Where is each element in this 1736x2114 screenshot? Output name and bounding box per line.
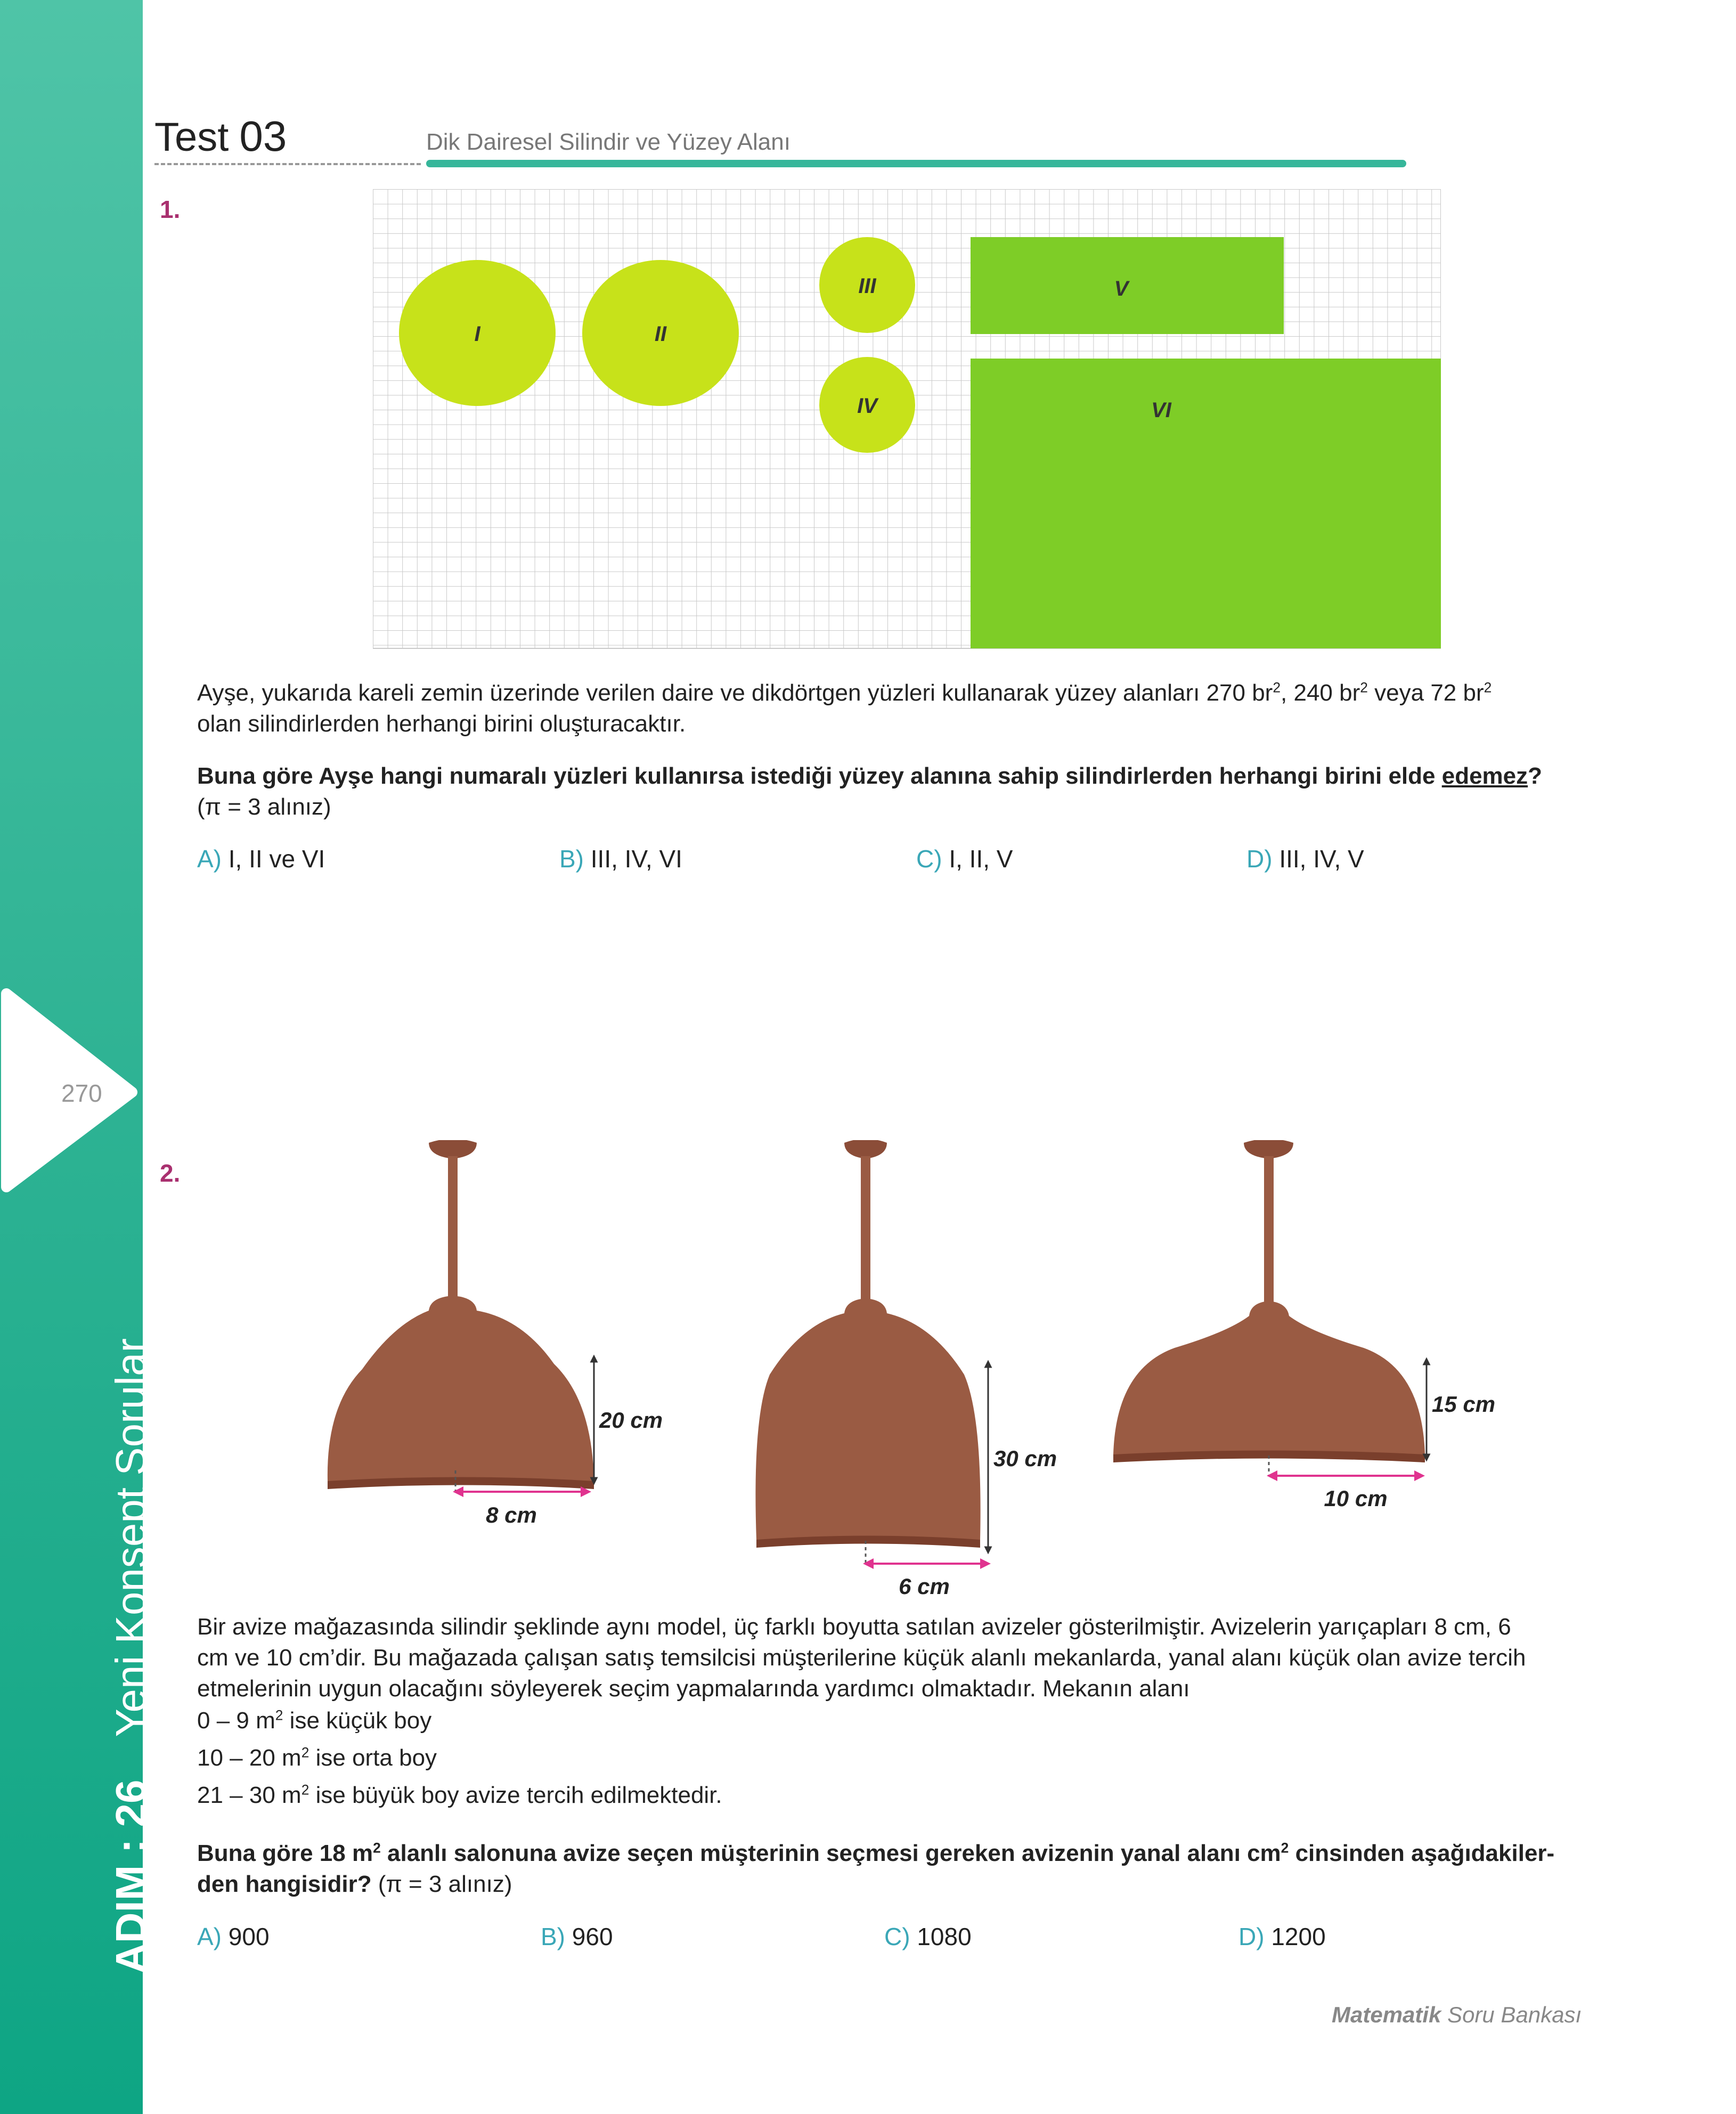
test-number: 03 <box>239 112 287 160</box>
q2-text: Bir avize mağazasında silindir şeklinde aynı model, üç farklı boyutta satılan avizeler gösterilmiştir. Avizelerin yarıçapları 8 cm, 6 cm ve 10 cm’dir. Bu mağazada çalışan satış temsilcisi müşterilerine küçük alanlı mekanlarda, yanal alanı küçük olan avize tercih etmelerinin uygun olacağını söyleyerek seçim yapmalarında yardımcı olmaktadır. Mekanın alanı 0 – 9 $m^2$ ise küçük boy 10 – 20 $m^2$ ise orta boy 21 – 30 $m^2$ ise büyük boy avize tercih edilmektedir. <box>197 1612 1603 1811</box>
q1-option-d[interactable]: D) III, IV, V <box>1246 845 1364 873</box>
test-subtitle: Dik Dairesel Silindir ve Yüzey Alanı <box>426 129 790 155</box>
lamp-3 <box>1113 1140 1495 1511</box>
lamp-2-radius: 6 cm <box>899 1574 950 1599</box>
range-large: 21 – 30 $m^2$ ise büyük boy avize tercih edilmektedir. <box>197 1782 722 1808</box>
q2-lamps-figure <box>298 1140 1497 1609</box>
lamp-2 <box>755 1140 1057 1599</box>
q2-option-c[interactable]: C) 1080 <box>884 1923 972 1950</box>
q1-option-c[interactable]: C) I, II, V <box>916 845 1013 873</box>
lamp-1-radius: 8 cm <box>486 1502 537 1527</box>
footer-book-title: Matematik Soru Bankası <box>1332 2002 1582 2027</box>
q2-option-b[interactable]: B) 960 <box>541 1923 613 1950</box>
lamp-1 <box>328 1140 663 1527</box>
adim-label: ADIM : 26 <box>107 1779 154 1974</box>
q2-option-a[interactable]: A) 900 <box>197 1923 270 1950</box>
series-label: Yeni Konsept Sorular <box>107 1338 154 1737</box>
range-small: 0 – 9 $m^2$ ise küçük boy <box>197 1707 432 1734</box>
q1-grid-figure <box>373 189 1441 650</box>
label-II: II <box>654 322 667 346</box>
label-I: I <box>474 322 480 346</box>
question-2-number: 2. <box>160 1159 181 1187</box>
q1-question: Buna göre Ayşe hangi numaralı yüzleri kullanırsa istediği yüzey alanına sahip silindirlerden herhangi birini elde edemez? (π = 3 alınız) <box>197 763 1543 820</box>
lamp-1-height: 20 cm <box>599 1408 663 1433</box>
test-label: Test <box>154 115 229 160</box>
lamp-2-height: 30 cm <box>993 1446 1057 1471</box>
test-title <box>154 112 287 161</box>
q2-question: Buna göre 18 $m^2$ alanlı salonuna avize seçen müşterinin seçmesi gereken avizenin yanal alanı $cm^2$ cinsinden aşağıdakiler- den hangisidir? (π = 3 alınız) <box>197 1840 1555 1897</box>
q1-option-b[interactable]: B) III, IV, VI <box>559 845 682 873</box>
lamp-3-height: 15 cm <box>1432 1392 1496 1417</box>
q1-text: Ayşe, yukarıda kareli zemin üzerinde verilen daire ve dikdörtgen yüzleri kullanarak yüzey alanları 270 $br^2$, 240 $br^2$ veya 72 $br^2$ olan silindirlerden herhangi birini oluşturacaktır. <box>197 679 1492 737</box>
q2-option-d[interactable]: D) 1200 <box>1238 1923 1326 1950</box>
range-medium: 10 – 20 $m^2$ ise orta boy <box>197 1744 437 1771</box>
face-rect-VI <box>971 359 1441 648</box>
question-1-number: 1. <box>160 196 181 223</box>
label-IV: IV <box>857 394 877 418</box>
label-V: V <box>1114 277 1129 300</box>
header-accent-bar <box>426 160 1406 167</box>
label-III: III <box>858 274 876 298</box>
q1-option-a[interactable]: A) I, II ve VI <box>197 845 325 873</box>
sidebar-spine-text <box>107 1338 156 1974</box>
label-VI: VI <box>1151 399 1171 422</box>
header-dashed-line <box>154 163 421 165</box>
lamp-3-radius: 10 cm <box>1324 1486 1388 1511</box>
page-number: 270 <box>61 1079 102 1107</box>
